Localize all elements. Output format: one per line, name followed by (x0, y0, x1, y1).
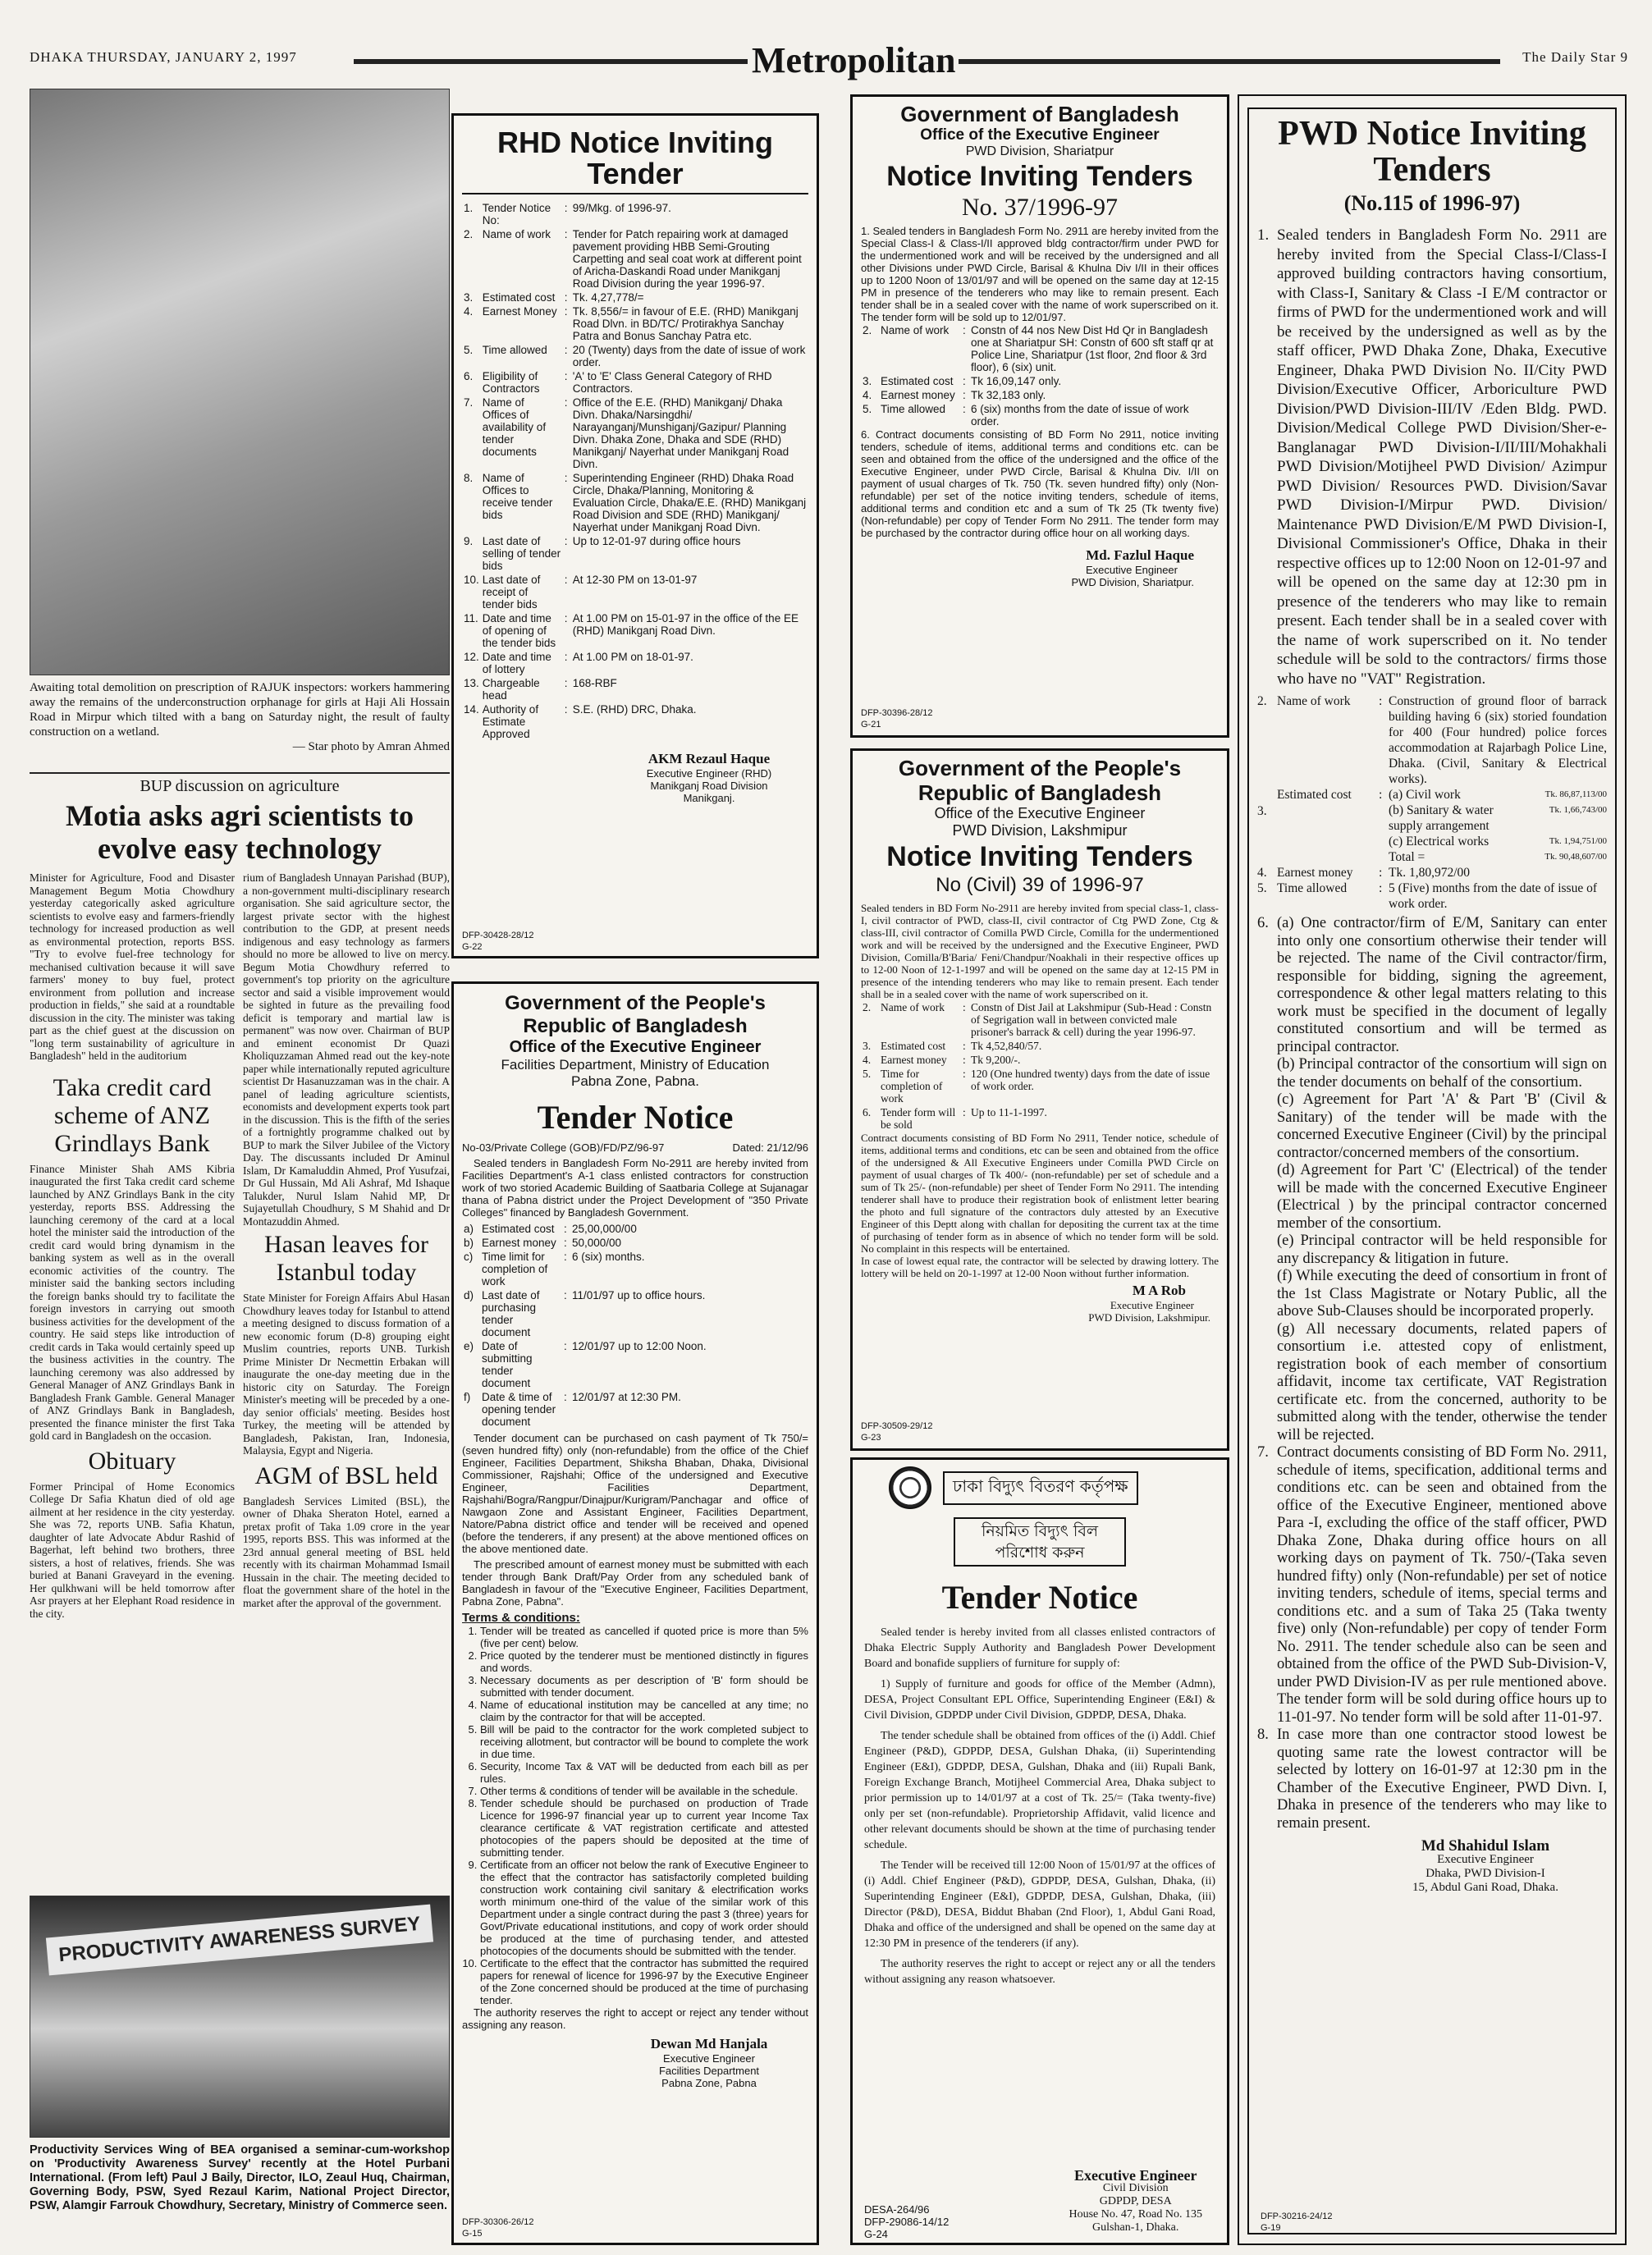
shariatpur-cell-v: 6 (six) months from the date of issue of work order. (971, 403, 1189, 428)
pabna-gov: Government of the People's Republic of Bangladesh (505, 992, 766, 1037)
agm-headline: AGM of BSL held (254, 1461, 438, 1489)
lakshmipur-cell-n: 4. (863, 1054, 872, 1066)
rhd-cell-n: 7. (464, 396, 474, 409)
lakshmipur-cell-k: Name of work (881, 1001, 945, 1013)
shariatpur-cell-v: Tk 32,183 only. (971, 389, 1046, 401)
rhd-row (462, 471, 808, 534)
lakshmipur-sig-title: Executive Engineer (1110, 1299, 1194, 1311)
rhd-colon: : (564, 535, 568, 547)
rhd-cell-v: 'A' to 'E' Class General Category of RHD Contractors. (572, 370, 772, 395)
rhd-colon: : (564, 305, 568, 318)
rhd-cell-n: 1. (464, 202, 474, 214)
rhd-cell-v: At 12-30 PM on 13-01-97 (572, 574, 698, 586)
lakshmipur-row (861, 1053, 1219, 1067)
desa-p5: The authority reserves the right to accept or reject any or all the tenders without assigning any reason whatsoever. (864, 1958, 1215, 1986)
pabna-cell-v: 11/01/97 up to office hours. (572, 1289, 706, 1301)
rhd-colon: : (564, 396, 568, 409)
desa-logo-icon (889, 1466, 931, 1509)
pabna-cell-k: Estimated cost (482, 1223, 555, 1235)
lakshmipur-row (861, 1067, 1219, 1105)
lakshmipur-gov: Government of the People's Republic of Bangladesh (898, 756, 1182, 805)
hasan-story: State Minister for Foreign Affairs Abul Hasan Chowdhury leaves today for Istanbul to attend a meeting designed to discuss formation of a new economic forum (D-8) grouping eight Muslim countries, reports UNB. Turkish Prime Minister Dr Necmettin Erbakan will inaugurate the one-day meeting due in the historic city on Saturday. The Foreign Minister's meeting will be preceded by a one-day senior officials' meeting. Besides host Turkey, the meeting will be attended by Bangladesh, Pakistan, Iran, Indonesia, Malaysia, Egypt and Nigeria. (243, 1292, 450, 1457)
pabna-colon: : (564, 1289, 567, 1301)
pabna-sig-title: Executive Engineer (662, 2052, 755, 2065)
rhd-cell-v: Up to 12-01-97 during office hours (572, 535, 741, 547)
pabna-cell-n: c) (464, 1251, 474, 1263)
photo-credit: — Star photo by Amran Ahmed (292, 740, 450, 753)
pabna-row (462, 1236, 808, 1250)
shariatpur-ref: DFP-30396-28/12 (861, 708, 933, 718)
shariatpur-cell-k: Estimated cost (881, 375, 954, 387)
rhd-colon: : (564, 472, 568, 484)
desa-ref2: DFP-29086-14/12 (864, 2216, 950, 2228)
lakshmipur-cell-k: Time for completion of work (881, 1068, 943, 1105)
section-title: Metropolitan (752, 40, 956, 80)
pabna-term: 4. Name of educational institution may be cancelled at any time; no claim by the contractor for that will be accepted. (480, 1699, 808, 1723)
lakshmipur-row (861, 1039, 1219, 1053)
desa-tender-notice (850, 1457, 1229, 2245)
shariatpur-office: Office of the Executive Engineer (920, 126, 1160, 144)
shariatpur-cell-n: 2. (863, 324, 872, 336)
pwd-tender-notice (1238, 94, 1627, 2245)
rhd-cell-v: Tender for Patch repairing work at damaged pavement providing HBB Semi-Grouting Carpetting and seal coat work at different point of Aricha-Daskandi Road under Manikganj Road Division during the year 1996-97. (572, 228, 802, 290)
pabna-details-table (462, 1222, 808, 1429)
rhd-signatory: AKM Rezaul Haque (648, 751, 771, 766)
pabna-term: 9. Certificate from an officer not below the rank of Executive Engineer to the effect that the contractor has satisfactorily completed building construction work containing civil sanitary & electrification works worth minimum one-third of the value of the similar work of this Department under a single contract during the past 3 (three) years for Govt/Private educational institutions, and copy of work order should be produced at the time of purchasing tender, and attested photocopies of the documents should be submitted with the tender. (480, 1859, 808, 1957)
lakshmipur-office: Office of the Executive Engineer (934, 805, 1146, 821)
shariatpur-para: 6. Contract documents consisting of BD Form No 2911, notice inviting tenders, schedule of items, additional terms and conditions etc. can be seen and obtained from the office of the undersigned and the office of the Executive Engineer, under PWD Circle, Barisal & Khulna Div. I/II on payment of usual charges of Tk. 750 (Tk. seven hundred fifty) only (Non-refundable) per set of the notice inviting tenders, schedule of items, additional terms and condition etc and a sum of Tk 25 (Tk twenty five) (Non-refundable) per copy of Tender Form No 2911. The tender form may be purchased by the contractor during office hour on all working days. (861, 428, 1219, 539)
pabna-office: Office of the Executive Engineer (509, 1038, 762, 1056)
pwd-earnest: Tk. 1,80,972/00 (1389, 866, 1471, 880)
rhd-cell-v: Superintending Engineer (RHD) Dhaka Road Circle, Dhaka/Planning, Monitoring & Evaluation Circle, Dhaka/E.E. (RHD) Manikganj Road Division and SDE (RHD) Manikganj/ Nayerhat under Manikganj Road Divn. (572, 472, 807, 533)
pabna-cell-v: 50,000/00 (572, 1237, 622, 1249)
pabna-closing: The authority reserves the right to accept or reject any tender without assigning any reason. (462, 2006, 808, 2031)
rhd-cell-v: S.E. (RHD) DRC, Dhaka. (572, 703, 697, 716)
rhd-cell-k: Earnest Money (482, 305, 557, 318)
rhd-cell-k: Time allowed (482, 344, 547, 356)
pabna-colon: : (564, 1391, 567, 1403)
header-rule-left (354, 59, 748, 64)
shariatpur-cell-v: Constn of 44 nos New Dist Hd Qr in Bangladesh one at Shariatpur SH: Constn of 600 sft staff qr at Police Line, Shariatpur (1st floor, 2nd floor & 3rd floor), 6 (six) unit. (971, 324, 1214, 373)
shariatpur-number: No. 37/1996-97 (962, 194, 1118, 221)
motia-story-right: rium of Bangladesh Unnayan Parishad (BUP), a non-government multi-disciplinary research organisation. She said agriculture sector, the largest private sector with the highest contribution to the GDP, at present needs indigenous and easy technology as farmers should no more be allowed to live on mercy. Begum Motia Chowdhury referred to government's top priority on the agriculture sector and said a visible improvement would be sighted in future as the prevailing food deficit is temporary and martial law is permanent" was now over. Chairman of BUP and eminent economist Dr Quazi Kholiquzzaman Ahmed read out the key-note paper while internationally reputed agriculture scientist Dr Hasanuzzaman was in the chair. A panel of leading agriculture scientists, economists and development experts took part in the discussion. This is the fifth of the series of a fortnightly programme chalked out by BUP to mark the Silver Jubilee of the Victory Day. The discussants included Dr Aminul Islam, Dr Kamaluddin Ahmed, Prof Yusufzai, Dr Gul Hussain, Md Ali Ashraf, Md Ishaque Talukder, Nurul Islam Nahid MP, Dr Sujayetullah Choudhury, S M Shahid and Dr Montazuddin Ahmed. (243, 871, 450, 1228)
lakshmipur-para6: Contract documents consisting of BD Form No 2911, Tender notice, schedule of items, additional terms and conditions, etc can be seen and obtained from the office of the undersigned & All Executive Engineers under Comilla PWD Circle on payment of usual charges of Tk 400/- (non-refundable) per set of schedule and a sum of Tk 25/- (non-refundable) per sheet of Tender Form No 2911. The intending tenderer shall have to produce their registration book of enlistment letter bearing the photo and full signature of the contractors duly attested by an Executive Engineer of this Deptt along with challan for depositing the current tax at the time of purchasing of tender form as in absence of which no tender form will be sold. No complaint in this respects will be entertained. (861, 1132, 1219, 1255)
rhd-colon: : (564, 677, 568, 689)
motia-story-left: Minister for Agriculture, Food and Disaster Management Begum Motia Chowdhury yesterday categorically asked agriculture scientists to evolve easy and farmers-friendly technology for increased production as well as environmental protection, reports BSS. "Try to evolve fuel-free technology for mechanised cultivation because it will save farmers' money to buy fuel, protect environment from pollution and increase production in fields," she said at a roundtable discussion in the city. The minister was taking part as the chief guest at the discussion on "long term sustainability of agriculture in Bangladesh" held in the auditorium (30, 871, 235, 1062)
lakshmipur-colon: : (963, 1001, 966, 1013)
shariatpur-division: PWD Division, Shariatpur (965, 144, 1114, 158)
shariatpur-row (861, 402, 1219, 428)
rhd-cell-k: Estimated cost (482, 291, 556, 304)
pwd-item8: 8. In case more than one contractor stood lowest be quoting same rate the lowest contractor will be selected by lottery on 16-01-97 at 12:30 pm in the Chamber of the Executive Engineer, PWD Divn. I, Dhaka in presence of the tenderers who may like to remain present. (1257, 1727, 1607, 1832)
rhd-title: RHD Notice Inviting Tender (462, 124, 808, 194)
rhd-row (462, 343, 808, 369)
lakshmipur-title: Notice Inviting Tenders (886, 841, 1193, 872)
rhd-cell-v: 99/Mkg. of 1996-97. (572, 202, 671, 214)
pabna-row (462, 1288, 808, 1339)
pabna-colon: : (564, 1237, 567, 1249)
shariatpur-colon: : (963, 389, 966, 401)
pwd-title: PWD Notice Inviting Tenders (1278, 115, 1586, 189)
pwd-cost-line: (c) Electrical works Tk. 1,94,751/00 (1389, 835, 1607, 848)
pwd-item6: 6. (a) One contractor/firm of E/M, Sanitary can enter into only one consortium otherwise their tender will be rejected. The name of the Civil contractor/firm, responsible for bidding, signing the agreement, correspondence & other legal matters relating to this work must be specified in the document of legally constituted consortium and will be termed as principal contractor. (b) Principal contractor of the consortium will sign on the tender documents on behalf of the consortium. (c) Agreement for Part 'A' & Part 'B' (Civil & Sanitary) of the tender will be made with the concerned Executive Engineer (Civil) by the principal contractor/concerned members of the consortium. (d) Agreement for Part 'C' (Electrical) of the tender will be made with the concerned Executive Engineer (Electrical ) by the principal contractor concerned member of the consortium. (e) Principal contractor will be held responsible for any discrepancy & litigation in future. (f) While executing the deed of consortium in front of the 1st Class Magistrate or Notary Public, all the above Sub-Clauses should be incorporated properly. (g) All necessary documents, related papers of consortium i.e. attested copy of enlistment, registration book of each member of consortium affidavit, income tax certificate, VAT Registration certificate etc. from the concerned, authority to be submitted along with the tender, otherwise the tender will be rejected. (1257, 915, 1607, 1443)
lakshmipur-colon: : (963, 1106, 966, 1118)
lakshmipur-cell-n: 6. (863, 1106, 872, 1118)
shariatpur-colon: : (963, 324, 966, 336)
rhd-row (462, 227, 808, 290)
lakshmipur-row (861, 1105, 1219, 1132)
taka-headline: Taka credit card scheme of ANZ Grindlays Bank (53, 1073, 212, 1157)
shariatpur-cell-k: Time allowed (881, 403, 946, 415)
pabna-cell-v: 6 (six) months. (572, 1251, 645, 1263)
rhd-colon: : (564, 703, 568, 716)
pwd-details-table: 2. Name of work : Construction of ground floor of barrack building having 6 (six) storied foundation for 400 (Four hundred) police forces accommodation at Rajarbagh Police Line, Dhaka. (Civil, Sanitary & Electrical works). 3. Estimated cost : (a) Civil work Tk. 86,87,113/00 (b) Sanitary & water supply arrangement Tk. 1,66,743/00 (c) Electrical works Tk. 1,94,751/00 Total = Tk. 90,48,607/00 4. Earnest money : Tk. 1,80,972/00 5. Time allowed : 5 (Five) months from the date of issue of work order. (1257, 694, 1607, 911)
pwd-item7: 7. Contract documents consisting of BD Form No. 2911, schedule of items, specification, additional terms and conditions etc. can be seen and obtained from the office of the Executive Engineer, mentioned above Para -I, excluding the office of the staff officer, PWD Dhaka Zone, Dhaka during office hours on all working days on payment of Tk. 750/-(Taka seven hundred fifty) only (Non-refundable) per set of notice inviting tenders, schedule of items, special terms and conditions etc. and a sum of Taka 25 (Taka twenty five) only (Non-refundable) per copy of tender Form No. 2911. The tender schedule also can be seen and obtained from the office of the PWD Sub-Division-V, under PWD Division-IV as per rule mentioned above. The tender form will be sold during office hours up to 11-01-97. No tender form will be sold after 11-01-97. (1257, 1444, 1607, 1726)
shariatpur-gov: Government of Bangladesh (900, 102, 1179, 126)
lakshmipur-ref: DFP-30509-29/12 (861, 1421, 933, 1431)
shariatpur-cell-n: 4. (863, 389, 872, 401)
rhd-tender-notice (451, 113, 819, 958)
seminar-banner: PRODUCTIVITY AWARENESS SURVEY (46, 1905, 433, 1976)
shariatpur-details-table (861, 323, 1219, 428)
pabna-row (462, 1390, 808, 1429)
rhd-colon: : (564, 370, 568, 382)
demolition-photo (30, 89, 450, 675)
pwd-cost-line: (b) Sanitary & water supply arrangement Tk. 1,66,743/00 (1389, 803, 1607, 833)
desa-ref1: DESA-264/96 (864, 2203, 930, 2216)
pabna-intro: Sealed tenders in Bangladesh Form No-2911 are hereby invited from Facilities Department's A-1 class enlisted contractors for construction work of two storied Academic Building of Saatbaria College at Sujanagar thana of Pabna district under the Project Development of "350 Private Colleges" financed by Bangladesh Government. (462, 1157, 808, 1219)
rhd-ref: DFP-30428-28/12 (462, 931, 534, 940)
lakshmipur-cell-v: Up to 11-1-1997. (971, 1106, 1047, 1118)
rhd-sig-title: Executive Engineer (RHD) (646, 767, 772, 780)
pabna-cell-n: e) (464, 1340, 474, 1352)
pabna-colon: : (564, 1340, 567, 1352)
shariatpur-cell-n: 3. (863, 375, 872, 387)
rhd-cell-k: Name of Offices of availability of tender documents (482, 396, 547, 458)
shariatpur-tender-notice (850, 94, 1229, 738)
desa-bengali-slogan: নিয়মিত বিদ্যুৎ বিল পরিশোধ করুন (954, 1517, 1126, 1567)
obituary-story: Former Principal of Home Economics College Dr Safia Khatun died of old age ailment at her residence in the city yesterday. She was 72, reports UNB. Safia Khatun, daughter of late Advocate Abdur Rashid of Bagerhat, left behind two brothers, three sisters, a host of relatives, friends. She was buried at Banani Graveyard in the evening. Her qulkhwani will be held tomorrow after Asr prayers at her Elephant Road residence in the city. (30, 1480, 235, 1620)
pabna-cell-k: Last date of purchasing tender document (482, 1289, 540, 1338)
rhd-cell-k: Eligibility of Contractors (482, 370, 540, 395)
lakshmipur-signatory: M A Rob (1132, 1283, 1186, 1298)
shariatpur-colon: : (963, 375, 966, 387)
rhd-cell-v: Tk. 4,27,778/= (572, 291, 644, 304)
pabna-term: 10. Certificate to the effect that the contractor has submitted the required papers for renewal of licence for 1996-97 by the Executive Engineer of the Zone concerned should be produced at the time of purchasing tender. (480, 1957, 808, 2006)
shariatpur-row (861, 323, 1219, 374)
pabna-term: 8. Tender schedule should be purchased on production of Trade Licence for 1996-97 financial year up to current year Income Tax clearance certificate & VAT registration certificate and attested photocopies of the papers should be deposited at the time of submitting tender. (480, 1797, 808, 1859)
pabna-para2: The prescribed amount of earnest money must be submitted with each tender through Bank Draft/Pay Order from any scheduled bank of Bangladesh in favour of the "Executive Engineer, Facilities Department, Pabna Zone, Pabna". (462, 1558, 808, 1608)
desa-p1: Sealed tender is hereby invited from all classes enlisted contractors of Dhaka Electric Supply Authority and Bangladesh Power Development Board and bonafide suppliers of furniture for supply of: (864, 1626, 1215, 1670)
header-rule-right (959, 59, 1500, 64)
lakshmipur-cell-k: Earnest money (881, 1054, 947, 1066)
rhd-cell-n: 12. (464, 651, 479, 663)
lakshmipur-cell-n: 2. (863, 1001, 872, 1013)
pabna-row (462, 1222, 808, 1236)
desa-bengali-name: ঢাকা বিদ্যুৎ বিতরণ কর্তৃপক্ষ (943, 1471, 1138, 1505)
pabna-cell-n: a) (464, 1223, 474, 1235)
pabna-cell-k: Date of submitting tender document (482, 1340, 533, 1389)
rhd-cell-k: Name of work (482, 228, 551, 240)
shariatpur-signatory: Md. Fazlul Haque (1086, 547, 1194, 563)
pwd-estimated-cost (1389, 787, 1607, 865)
shariatpur-code: G-21 (861, 720, 881, 730)
rhd-sig-office: Manikganj Road Division (650, 780, 768, 792)
rhd-cell-v: 168-RBF (572, 677, 617, 689)
photo-caption: Awaiting total demolition on prescription of RAJUK inspectors: workers hammering away the remains of the underconstruction orphanage for girls at Haji Ali Hossain Road in Mirpur which tilted with a bang on Saturday night, the result of faulty construction on a wetland. — Star photo by Amran Ahmed (30, 681, 450, 753)
rhd-cell-n: 8. (464, 472, 474, 484)
pwd-work: Construction of ground floor of barrack building having 6 (six) storied foundation for 400 (Four hundred) police forces accommodation at Rajarbagh Police Line, Dhaka. (Civil, Sanitary & Electrical works). (1389, 694, 1607, 786)
paper-name: The Daily Star 9 (1522, 49, 1628, 65)
taka-story: Finance Minister Shah AMS Kibria inaugurated the first Taka credit card scheme launched by ANZ Grindlays Bank in the city yesterday, reports BSS. Addressing the launching ceremony of the card at a local hotel the minister said the introduction of the credit card would bring dynamism in the banking system as well as in the overall economic activities of the country. The minister said the banking sectors including the foreign banks should try to facilitate the foreign investors in carrying out smooth business activities for the development of the country. He said steps like introduction of credit cards in Taka would certainly speed up the business activities in the country. The launching ceremony was also addressed by General Manager of ANZ Grindlays Bank in Bangladesh Frank Gamble. General Manager of ANZ Grindlays Bank in Bangladesh, presented the finance minister the first Taka gold card in Bangladesh on the occasion. (30, 1162, 235, 1442)
lakshmipur-cell-v: 120 (One hundred twenty) days from the date of issue of work order. (971, 1068, 1210, 1092)
rhd-cell-k: Name of Offices to receive tender bids (482, 472, 553, 521)
lakshmipur-cell-v: Tk 4,52,840/57. (971, 1040, 1042, 1052)
pabna-tender-notice (451, 981, 819, 2245)
lakshmipur-colon: : (963, 1054, 966, 1066)
rhd-cell-n: 3. (464, 291, 474, 304)
rhd-sig-place: Manikganj. (683, 792, 735, 804)
rhd-cell-v: At 1.00 PM on 18-01-97. (572, 651, 693, 663)
pwd-item1: 1. Sealed tenders in Bangladesh Form No. 2911 are hereby invited from the Special Class-I/Class-I approved building contractors having consortium, with Class-I, Sanitary & Class -I E/M contractor or firms of PWD for the undermentioned work and will be received by the undersigned as well as by the staff officer, PWD Dhaka Zone, Dhaka, Executive Engineer, Dhaka PWD Division No. II/City PWD Division/Executive Officer, Arboriculture PWD Division/PWD Division-III/IV /Eden Bldg. PWD. Division/Medical College PWD Division/Sher-e-Banglanagar PWD Division-I/II/III/Mohakhali PWD Division/Motijheel PWD Division/ Azimpur PWD Division/ Resources PWD. Division/Savar PWD Division-I/Mirpur PWD. Division/ Maintenance PWD Division/E/M PWD Division-I, Divisional Commissioner's Office, Dhaka in their respective offices up to 12:00 Noon on 12-01-97 and will be opened on the same day at 12:30 pm in presence of the tenderers who may like to remain present. Each tender shall be in a sealed cover with the name of work superscribed on it. No tender schedule will be sold to the contractors/ firms those who have no "VAT" Registration. (1257, 226, 1607, 688)
lakshmipur-tender-notice (850, 748, 1229, 1451)
pabna-ref: DFP-30306-26/12 (462, 2217, 534, 2227)
rhd-cell-n: 5. (464, 344, 474, 356)
seminar-caption: Productivity Services Wing of BEA organised a seminar-cum-workshop on 'Productivity Awareness Survey' recently at the Hotel Purbani International. (From left) Paul J Baily, Director, ILO, Zeaul Huq, Chairman, Governing Body, PSW, Syed Rezaul Karim, National Project Director, PSW, Alamgir Farrouk Chowdhury, Secretary, Ministry of Commerce seen. (30, 2143, 450, 2212)
pabna-cell-v: 25,00,000/00 (572, 1223, 637, 1235)
pwd-cost-line: Total = Tk. 90,48,607/00 (1389, 850, 1607, 864)
rhd-cell-n: 14. (464, 703, 479, 716)
page-header (30, 40, 1628, 80)
lakshmipur-number: No (Civil) 39 of 1996-97 (936, 874, 1144, 896)
pabna-term: 3. Necessary documents as per description of 'B' form should be submitted with tender document. (480, 1674, 808, 1699)
pabna-sig-office: Facilities Department (658, 2065, 760, 2077)
lakshmipur-division: PWD Division, Lakshmipur (952, 822, 1128, 839)
hasan-headline: Hasan leaves for Istanbul today (264, 1231, 428, 1286)
obituary-headline: Obituary (88, 1447, 176, 1475)
pabna-terms-list (462, 1625, 808, 2006)
lakshmipur-cell-k: Estimated cost (881, 1040, 946, 1052)
pabna-term: 7. Other terms & conditions of tender will be available in the schedule. (480, 1785, 808, 1797)
pabna-signatory: Dewan Md Hanjala (650, 2036, 768, 2051)
desa-p4: The Tender will be received till 12:00 Noon of 15/01/97 at the offices of (i) Addl. Chief Engineer (P&D), GDPDP, DESA, Gulshan, Dhaka, (ii) Superintending Engineer (E&I), GDPDP, DESA, Gulshan, Dhaka, (iii) Director (P&D), DESA, Biddut Bhaban (2nd Floor), 1, Abdul Gani Road, Dhaka and office of the undersigned and shall be opened on the same day at 12:30 PM in presence of the tenderers (if any). (864, 1859, 1215, 1950)
rhd-details-table (462, 201, 808, 741)
pabna-cell-k: Date & time of opening tender document (482, 1391, 556, 1428)
rhd-row (462, 304, 808, 343)
rhd-cell-n: 9. (464, 535, 474, 547)
pabna-memo-line (462, 1141, 808, 1154)
shariatpur-cell-k: Name of work (881, 324, 950, 336)
pabna-cell-v: 12/01/97 at 12:30 PM. (572, 1391, 681, 1403)
lakshmipur-colon: : (963, 1068, 966, 1080)
rhd-colon: : (564, 651, 568, 663)
pwd-code: G-19 (1261, 2223, 1281, 2233)
lakshmipur-colon: : (963, 1040, 966, 1052)
shariatpur-cell-k: Earnest money (881, 389, 955, 401)
lakshmipur-cell-n: 3. (863, 1040, 872, 1052)
pabna-row (462, 1339, 808, 1390)
pabna-cell-k: Earnest money (482, 1237, 556, 1249)
dateline: DHAKA THURSDAY, JANUARY 2, 1997 (30, 49, 297, 65)
pabna-cell-n: d) (464, 1289, 474, 1301)
rhd-code: G-22 (462, 942, 483, 952)
shariatpur-title: Notice Inviting Tenders (886, 161, 1193, 192)
pabna-cell-v: 12/01/97 up to 12:00 Noon. (572, 1340, 707, 1352)
rhd-cell-v: At 1.00 PM on 15-01-97 in the office of the EE (RHD) Manikganj Road Divn. (572, 612, 799, 637)
lakshmipur-cell-n: 5. (863, 1068, 872, 1080)
pabna-dept: Facilities Department, Ministry of Education (501, 1057, 770, 1073)
rhd-cell-v: Office of the E.E. (RHD) Manikganj/ Dhaka Divn. Dhaka/Narsingdhi/ Narayanganj/Munshiganj/Gazipur/ Planning Divn. Dhaka Zone, Dhaka and SDE (RHD) Manikganj/ Nayerhat under Manikganj Road Divn. (572, 396, 789, 470)
pabna-term: 5. Bill will be paid to the contractor for the work completed subject to receiving allotment, but contractor will be bound to complete the work in due time. (480, 1723, 808, 1760)
headline: Motia asks agri scientists to evolve easy technology (66, 799, 414, 865)
rhd-colon: : (564, 574, 568, 586)
pabna-place: Pabna Zone, Pabna. (571, 1073, 699, 1089)
rhd-row (462, 396, 808, 471)
pabna-terms-head: Terms & conditions: (462, 1611, 580, 1625)
pabna-term: 6. Security, Income Tax & VAT will be deducted from each bill as per rules. (480, 1760, 808, 1785)
pabna-memo: No-03/Private College (GOB)/FD/PZ/96-97 (462, 1141, 665, 1154)
agm-story: Bangladesh Services Limited (BSL), the owner of Dhaka Sheraton Hotel, earned a pretax profit of Taka 1.09 crore in the year 1995, reports BSS. This was informed at the 23rd annual general meeting of BSL held recently with its chairman Mohammad Ismail Hussain in the chair. The meeting decided to float the government share of the hotel in the market after the approval of the government. (243, 1494, 450, 1609)
lakshmipur-code: G-23 (861, 1433, 881, 1443)
rhd-row (462, 534, 808, 573)
pabna-title: Tender Notice (537, 1099, 734, 1136)
pwd-number: (No.115 of 1996-97) (1343, 191, 1521, 215)
rhd-cell-n: 4. (464, 305, 474, 318)
pabna-term: 2. Price quoted by the tenderer must be mentioned distinctly in figures and words. (480, 1649, 808, 1674)
shariatpur-row (861, 388, 1219, 402)
rhd-colon: : (564, 202, 568, 214)
rhd-cell-k: Date and time of lottery (482, 651, 551, 675)
desa-p3: The tender schedule shall be obtained from offices of the (i) Addl. Chief Engineer (P&D), GDPDP, DESA, Gulshan Dhaka, (ii) Superintending Engineer (E&I), GDPDP, DESA, Gulshan, Dhaka and (iii) Rupali Bank, Foreign Exchange Branch, Motijheel Commercial Area, Dhaka subject to prior permission up to 14/01/97 at a cost of Tk. 25/= (Taka twenty-five) only per set (non-refundable). Proprietorship Affidavit, valid licence and other relevant documents should be shown at the time of purchasing tender schedule. (864, 1730, 1215, 1851)
rhd-row (462, 290, 808, 304)
pabna-row (462, 1250, 808, 1288)
pabna-colon: : (564, 1251, 567, 1263)
shariatpur-cell-v: Tk 16,09,147 only. (971, 375, 1062, 387)
rhd-cell-k: Authority of Estimate Approved (482, 703, 539, 740)
seminar-photo (30, 1896, 450, 2138)
shariatpur-sig-title: Executive Engineer (1085, 564, 1178, 576)
rhd-colon: : (564, 612, 568, 624)
rhd-cell-n: 13. (464, 677, 479, 689)
lakshmipur-cell-k: Tender form will be sold (881, 1106, 956, 1131)
lakshmipur-cell-v: Constn of Dist Jail at Lakshmipur (Sub-Head : Constn of Segrigation wall in between convicted male prisoner's barrack & cell) during the year 1996-97. (971, 1001, 1212, 1038)
desa-p2: 1) Supply of furniture and goods for office of the Member (Admn), DESA, Project Consultant EPL Office, Superintending Engineer (E&I) & Civil Division, GDPDP under Civil Division, GDPDP, DESA, Dhaka. (864, 1678, 1215, 1722)
rhd-cell-v: 20 (Twenty) days from the date of issue of work order. (572, 344, 806, 368)
pabna-cell-n: b) (464, 1237, 474, 1249)
lakshmipur-sig-office: PWD Division, Lakshmipur. (1088, 1311, 1210, 1324)
desa-ref3: G-24 (864, 2228, 888, 2240)
rhd-row (462, 650, 808, 676)
rhd-cell-k: Tender Notice No: (482, 202, 551, 226)
pabna-dated: Dated: 21/12/96 (732, 1141, 808, 1154)
rhd-row (462, 573, 808, 611)
lakshmipur-row (861, 1000, 1219, 1039)
shariatpur-sig-office: PWD Division, Shariatpur. (1071, 576, 1194, 588)
kicker: BUP discussion on agriculture (30, 772, 450, 796)
pwd-ref: DFP-30216-24/12 (1261, 2212, 1333, 2221)
pwd-cost-line: (a) Civil work Tk. 86,87,113/00 (1389, 788, 1607, 802)
shariatpur-colon: : (963, 403, 966, 415)
rhd-cell-v: Tk. 8,556/= in favour of E.E. (RHD) Manikganj Road Dlvn. in BD/TC/ Protirakhya Sanchay Patra and Bonus Sanchay Patra etc. (572, 305, 799, 342)
rhd-row (462, 201, 808, 227)
rhd-cell-k: Last date of receipt of tender bids (482, 574, 541, 611)
lakshmipur-details-table (861, 1000, 1219, 1132)
rhd-cell-n: 2. (464, 228, 474, 240)
rhd-row (462, 369, 808, 396)
pabna-cell-k: Time limit for completion of work (482, 1251, 548, 1288)
rhd-colon: : (564, 291, 568, 304)
rhd-cell-k: Chargeable head (482, 677, 540, 702)
pabna-colon: : (564, 1223, 567, 1235)
lakshmipur-intro: Sealed tenders in BD Form No-2911 are hereby invited from special class-1, class-I, civil contractor of PWD, class-II, civil contractor of Ctg PWD Zone, Ctg & class-III, civil contractor of Comilla PWD Circle, Comilla for the undermentioned work and will be received by the undersigned and the Executive Engineer, PWD Division, Comilla/B'Baria/ Feni/Chandpur/Noakhali in their respective offices up to 12-00 Noon of 12-1-1997 and will be opened on the same day at 12-15 PM in presence of the intending tenderers who may like to remain present. Each tender shall be in a sealed cover with the name of work superscribed on it. (861, 902, 1219, 1000)
rhd-cell-n: 6. (464, 370, 474, 382)
rhd-cell-k: Date and time of opening of the tender bids (482, 612, 556, 649)
pabna-cell-n: f) (464, 1391, 471, 1403)
rhd-colon: : (564, 228, 568, 240)
pabna-code: G-15 (462, 2229, 483, 2239)
rhd-row (462, 676, 808, 702)
rhd-cell-n: 11. (464, 612, 478, 624)
lakshmipur-para7: In case of lowest equal rate, the contractor will be selected by drawing lottery. The lottery will be held on 20-1-1997 at 12-00 Noon without further information. (861, 1255, 1219, 1279)
rhd-cell-n: 10. (464, 574, 479, 586)
rhd-colon: : (564, 344, 568, 356)
shariatpur-row (861, 374, 1219, 388)
pwd-time: 5 (Five) months from the date of issue of work order. (1389, 881, 1597, 911)
desa-title: Tender Notice (941, 1579, 1138, 1616)
rhd-cell-k: Last date of selling of tender bids (482, 535, 561, 572)
pabna-para1: Tender document can be purchased on cash payment of Tk 750/= (seven hundred fifty) only (non-refundable) from the office of the Chief Engineer, Facilities Department, Shiksha Bhaban, Dhaka, Divisional Commissioner, Rajshahi; Office of the undersigned and Executive Engineer, Facilities Department, Rajshahi/Bogra/Rangpur/Dinajpur/Kurigram/Panchagar and office of Nawgaon Zone and Assistant Engineer, Facilities Department, Natore/Pabna district office and tender will be received and opened (before the tenderers, if any present) at the above mentioned offices on the above mentioned date. (462, 1432, 808, 1555)
pwd-signature-block: Md Shahidul Islam Executive Engineer Dhaka, PWD Division-I 15, Abdul Gani Road, Dhaka. (1412, 1837, 1558, 1894)
lakshmipur-cell-v: Tk 9,200/-. (971, 1054, 1021, 1066)
shariatpur-cell-n: 5. (863, 403, 872, 415)
rhd-row (462, 702, 808, 741)
shariatpur-intro: 1. Sealed tenders in Bangladesh Form No. 2911 are hereby invited from the Special Class-I & Class-I/II approved bldg contractor/firm under PWD for the undermentioned work and will be received by the undersigned and all other Divisions under PWD Circle, Barisal & Khulna Div I/II in their offices up to 1200 Noon of 13/01/97 and will be opened on the same day at 12-15 PM in presence of the tenderers who may like to remain present. Each tender shall be in a sealed cover with the name of work superscribed on it. The tender form will be sold up to 12/01/97. (861, 225, 1219, 323)
desa-signature-block: Executive Engineer Civil Division GDPDP, DESA House No. 47, Road No. 135 Gulshan-1, Dhaka. (1069, 2167, 1202, 2234)
pabna-term: 1. Tender will be treated as cancelled if quoted price is more than 5% (five per cent) below. (480, 1625, 808, 1649)
rhd-row (462, 611, 808, 650)
pabna-sig-place: Pabna Zone, Pabna (661, 2077, 757, 2089)
